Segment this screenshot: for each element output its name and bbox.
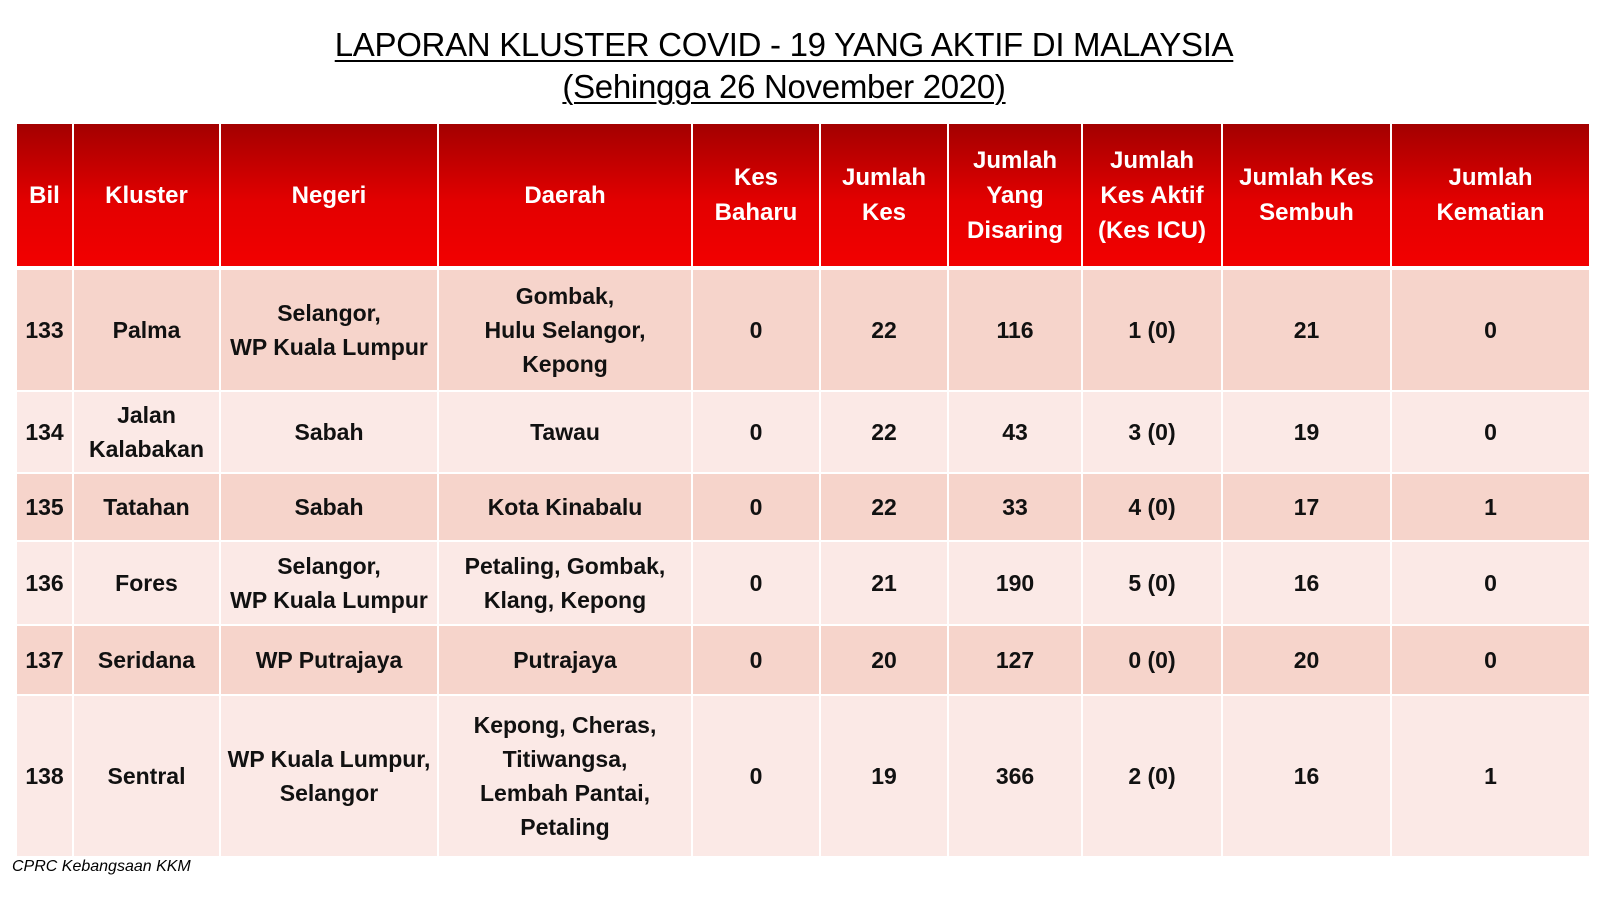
source-footer: CPRC Kebangsaan KKM xyxy=(12,858,191,875)
cell-jumlah-kes: 20 xyxy=(820,625,948,695)
cell-jumlah-disaring: 33 xyxy=(948,473,1082,541)
cell-daerah: Kota Kinabalu xyxy=(438,473,692,541)
cell-daerah: Petaling, Gombak, Klang, Kepong xyxy=(438,541,692,625)
cell-bil: 137 xyxy=(16,625,73,695)
cell-bil: 136 xyxy=(16,541,73,625)
cell-jumlah-disaring: 127 xyxy=(948,625,1082,695)
cell-negeri: Selangor, WP Kuala Lumpur xyxy=(220,541,438,625)
cell-kes-aktif: 3 (0) xyxy=(1082,391,1222,473)
cluster-table xyxy=(15,124,1591,858)
cell-jumlah-kes: 21 xyxy=(820,541,948,625)
cell-daerah: Tawau xyxy=(438,391,692,473)
cell-jumlah-disaring: 43 xyxy=(948,391,1082,473)
cell-kes-baharu: 0 xyxy=(692,473,820,541)
cell-jumlah-kes: 19 xyxy=(820,695,948,857)
header-jumlah-kes: Jumlah Kes xyxy=(820,124,948,268)
cell-daerah: Gombak, Hulu Selangor, Kepong xyxy=(438,268,692,391)
cell-kes-sembuh: 19 xyxy=(1222,391,1391,473)
cell-kematian: 0 xyxy=(1391,391,1590,473)
cell-kes-baharu: 0 xyxy=(692,625,820,695)
header-negeri: Negeri xyxy=(220,124,438,268)
cell-kes-baharu: 0 xyxy=(692,268,820,391)
table-header-row xyxy=(16,124,1590,268)
cell-kes-baharu: 0 xyxy=(692,391,820,473)
cell-jumlah-disaring: 190 xyxy=(948,541,1082,625)
cell-jumlah-kes: 22 xyxy=(820,473,948,541)
cell-negeri: Sabah xyxy=(220,473,438,541)
cell-kluster: Tatahan xyxy=(73,473,220,541)
cell-kluster: Jalan Kalabakan xyxy=(73,391,220,473)
table-row xyxy=(16,625,1590,695)
cell-bil: 135 xyxy=(16,473,73,541)
cell-daerah: Kepong, Cheras, Titiwangsa, Lembah Pantai, Petaling xyxy=(438,695,692,857)
cell-kematian: 1 xyxy=(1391,695,1590,857)
cell-kes-sembuh: 21 xyxy=(1222,268,1391,391)
header-kematian: Jumlah Kematian xyxy=(1391,124,1590,268)
cell-kematian: 1 xyxy=(1391,473,1590,541)
cell-jumlah-disaring: 366 xyxy=(948,695,1082,857)
cell-kes-sembuh: 17 xyxy=(1222,473,1391,541)
cell-kluster: Fores xyxy=(73,541,220,625)
cell-kluster: Seridana xyxy=(73,625,220,695)
cell-kematian: 0 xyxy=(1391,268,1590,391)
cell-bil: 138 xyxy=(16,695,73,857)
cell-kematian: 0 xyxy=(1391,625,1590,695)
cell-kes-aktif: 5 (0) xyxy=(1082,541,1222,625)
report-title xyxy=(0,24,1568,108)
cell-kes-sembuh: 16 xyxy=(1222,541,1391,625)
cell-kes-baharu: 0 xyxy=(692,695,820,857)
cell-jumlah-kes: 22 xyxy=(820,391,948,473)
cell-bil: 134 xyxy=(16,391,73,473)
cell-kluster: Palma xyxy=(73,268,220,391)
table-row xyxy=(16,695,1590,857)
header-kes-aktif: Jumlah Kes Aktif (Kes ICU) xyxy=(1082,124,1222,268)
cell-bil: 133 xyxy=(16,268,73,391)
cell-kes-baharu: 0 xyxy=(692,541,820,625)
cell-kes-aktif: 0 (0) xyxy=(1082,625,1222,695)
cell-negeri: Selangor, WP Kuala Lumpur xyxy=(220,268,438,391)
cell-negeri: WP Kuala Lumpur, Selangor xyxy=(220,695,438,857)
header-kes-baharu: Kes Baharu xyxy=(692,124,820,268)
cell-jumlah-disaring: 116 xyxy=(948,268,1082,391)
cell-jumlah-kes: 22 xyxy=(820,268,948,391)
cell-kematian: 0 xyxy=(1391,541,1590,625)
header-bil: Bil xyxy=(16,124,73,268)
title-line-2: (Sehingga 26 November 2020) xyxy=(562,68,1006,105)
header-jumlah-disaring: Jumlah Yang Disaring xyxy=(948,124,1082,268)
cell-negeri: WP Putrajaya xyxy=(220,625,438,695)
table-row xyxy=(16,391,1590,473)
cell-kes-aktif: 2 (0) xyxy=(1082,695,1222,857)
header-daerah: Daerah xyxy=(438,124,692,268)
table-row xyxy=(16,473,1590,541)
header-kes-sembuh: Jumlah Kes Sembuh xyxy=(1222,124,1391,268)
header-kluster: Kluster xyxy=(73,124,220,268)
cell-negeri: Sabah xyxy=(220,391,438,473)
cell-kes-sembuh: 20 xyxy=(1222,625,1391,695)
title-line-1: LAPORAN KLUSTER COVID - 19 YANG AKTIF DI MALAYSIA xyxy=(334,26,1234,63)
cell-daerah: Putrajaya xyxy=(438,625,692,695)
cell-kes-aktif: 4 (0) xyxy=(1082,473,1222,541)
table-row xyxy=(16,541,1590,625)
cell-kes-sembuh: 16 xyxy=(1222,695,1391,857)
cell-kes-aktif: 1 (0) xyxy=(1082,268,1222,391)
table-row xyxy=(16,268,1590,391)
cell-kluster: Sentral xyxy=(73,695,220,857)
